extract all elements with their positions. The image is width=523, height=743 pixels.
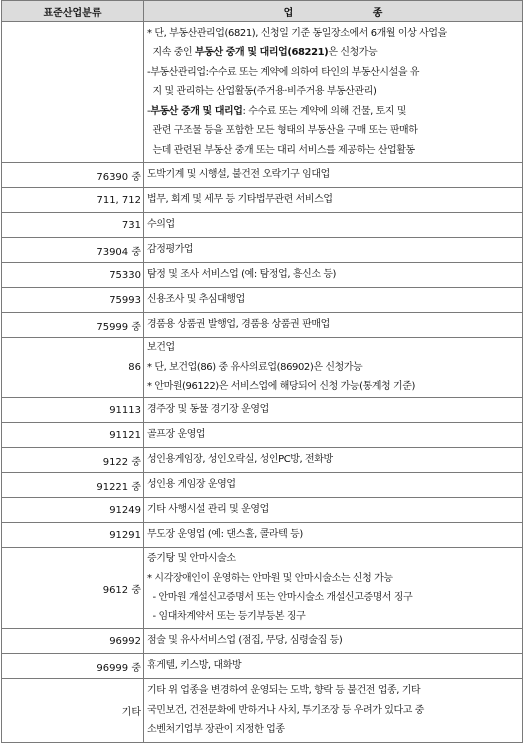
table-row bbox=[2, 398, 523, 423]
description-line bbox=[147, 588, 521, 607]
business-description bbox=[144, 213, 523, 238]
text: -부동산관리업:수수료 또는 계약에 의하여 타인의 부동산시설을 유 bbox=[147, 66, 420, 78]
table-row bbox=[2, 448, 523, 473]
table-row bbox=[2, 338, 523, 398]
description-line bbox=[147, 315, 521, 334]
text: * 단, 보건업(86) 중 유사의료업(86902)은 신청가능 bbox=[147, 361, 363, 373]
description-line bbox=[147, 720, 521, 739]
table-row bbox=[2, 548, 523, 629]
text: - bbox=[147, 105, 151, 117]
text: 은 신청가능 bbox=[328, 47, 378, 59]
business-description bbox=[144, 523, 523, 548]
table-row bbox=[2, 22, 523, 163]
business-description bbox=[144, 338, 523, 398]
text: 골프장 운영업 bbox=[147, 429, 206, 441]
industry-code: 75999 중 bbox=[2, 313, 144, 338]
text: 증기탕 및 안마시술소 bbox=[147, 553, 236, 565]
business-description bbox=[144, 423, 523, 448]
table-row bbox=[2, 473, 523, 498]
header-business: 업 종 bbox=[144, 1, 523, 22]
description-line bbox=[147, 656, 521, 675]
text: 휴게텔, 키스방, 대화방 bbox=[147, 660, 242, 672]
table-body bbox=[2, 22, 523, 743]
description-line bbox=[147, 240, 521, 259]
industry-code: 91291 bbox=[2, 523, 144, 548]
text: 법무, 회계 및 세무 등 기타법무관련 서비스업 bbox=[147, 194, 333, 206]
description-line bbox=[147, 400, 521, 419]
industry-code: 75993 bbox=[2, 288, 144, 313]
description-line bbox=[147, 190, 521, 209]
text: 탐정 및 조사 서비스업 (예: 탐정업, 흥신소 등) bbox=[147, 269, 337, 281]
text: * 시각장애인이 운영하는 안마원 및 안마시술소는 신청 가능 bbox=[147, 572, 393, 584]
industry-code: 9122 중 bbox=[2, 448, 144, 473]
text: 기타 위 업종을 변경하여 운영되는 도박, 향락 등 불건전 업종, 기타 bbox=[147, 685, 421, 697]
industry-code: 73904 중 bbox=[2, 238, 144, 263]
text: 점술 및 유사서비스업 (점집, 무당, 심령술집 등) bbox=[147, 635, 343, 647]
bold-text: 부동산 중개 및 대리업 bbox=[150, 105, 243, 117]
industry-code bbox=[2, 22, 144, 163]
text: 관련 구조물 등을 포함한 모든 형태의 부동산을 구매 또는 판매하 bbox=[147, 125, 418, 137]
text: 신용조사 및 추심대행업 bbox=[147, 294, 245, 306]
table-row bbox=[2, 498, 523, 523]
text: 수의업 bbox=[147, 219, 175, 231]
description-line bbox=[147, 265, 521, 284]
bold-text: 부동산 중개 및 대리업(68221) bbox=[195, 47, 329, 59]
industry-code: 731 bbox=[2, 213, 144, 238]
industry-code: 91221 중 bbox=[2, 473, 144, 498]
description-line bbox=[147, 377, 521, 396]
description-line bbox=[147, 43, 521, 62]
description-line bbox=[147, 358, 521, 377]
description-line bbox=[147, 82, 521, 101]
table-row bbox=[2, 163, 523, 188]
table-header-row bbox=[2, 1, 523, 22]
table-row bbox=[2, 523, 523, 548]
business-description bbox=[144, 238, 523, 263]
description-line bbox=[147, 701, 521, 720]
text: 성인용게임장, 성인오락실, 성인PC방, 전화방 bbox=[147, 454, 333, 466]
industry-code: 기타 bbox=[2, 679, 144, 743]
text: 무도장 운영업 (예: 댄스홀, 콜라텍 등) bbox=[147, 529, 303, 541]
business-description bbox=[144, 473, 523, 498]
table-row bbox=[2, 188, 523, 213]
description-line bbox=[147, 631, 521, 650]
text: 는데 관련된 부동산 중개 또는 대리 서비스를 제공하는 산업활동 bbox=[147, 144, 415, 156]
description-line bbox=[147, 141, 521, 160]
description-line bbox=[147, 338, 521, 357]
business-description bbox=[144, 398, 523, 423]
text: 기타 사행시설 관리 및 운영업 bbox=[147, 504, 269, 516]
description-line bbox=[147, 290, 521, 309]
text: - 안마원 개설신고증명서 또는 안마시술소 개설신고증명서 징구 bbox=[147, 592, 413, 603]
business-description bbox=[144, 448, 523, 473]
description-line bbox=[147, 63, 521, 82]
business-description bbox=[144, 654, 523, 679]
industry-code: 96992 bbox=[2, 629, 144, 654]
industry-code: 91113 bbox=[2, 398, 144, 423]
industry-code: 9612 중 bbox=[2, 548, 144, 629]
business-description bbox=[144, 163, 523, 188]
industry-code: 711, 712 bbox=[2, 188, 144, 213]
table-row bbox=[2, 679, 523, 743]
business-description bbox=[144, 313, 523, 338]
text: * 단, 부동산관리업(6821), 신청일 기준 동일장소에서 6개월 이상 사업을 bbox=[147, 28, 447, 40]
text: 경품용 상품권 발행업, 경품용 상품권 판매업 bbox=[147, 319, 330, 331]
business-description bbox=[144, 22, 523, 163]
description-line bbox=[147, 549, 521, 568]
description-line bbox=[147, 450, 521, 469]
text: 도박기계 및 시행설, 불건전 오락기구 임대업 bbox=[147, 169, 330, 181]
business-description bbox=[144, 188, 523, 213]
text: 감정평가업 bbox=[147, 244, 194, 256]
business-description bbox=[144, 498, 523, 523]
table-row bbox=[2, 263, 523, 288]
text: 지속 중인 bbox=[147, 47, 196, 59]
table-row bbox=[2, 288, 523, 313]
business-description bbox=[144, 679, 523, 743]
text: 경주장 및 동물 경기장 운영업 bbox=[147, 404, 269, 416]
description-line bbox=[147, 500, 521, 519]
description-line bbox=[147, 607, 521, 626]
description-line bbox=[147, 525, 521, 544]
description-line bbox=[147, 681, 521, 700]
description-line bbox=[147, 24, 521, 43]
header-code: 표준산업분류 bbox=[2, 1, 144, 22]
business-description bbox=[144, 548, 523, 629]
business-description bbox=[144, 263, 523, 288]
table-row bbox=[2, 238, 523, 263]
industry-code: 76390 중 bbox=[2, 163, 144, 188]
description-line bbox=[147, 165, 521, 184]
description-line bbox=[147, 475, 521, 494]
industry-code: 96999 중 bbox=[2, 654, 144, 679]
description-line bbox=[147, 102, 521, 121]
table-row bbox=[2, 313, 523, 338]
business-description bbox=[144, 288, 523, 313]
industry-code: 75330 bbox=[2, 263, 144, 288]
description-line bbox=[147, 425, 521, 444]
text: - 임대차계약서 또는 등기부등본 징구 bbox=[147, 611, 306, 623]
table-row bbox=[2, 654, 523, 679]
text: 성인용 게임장 운영업 bbox=[147, 479, 236, 491]
text: 소벤처기업부 장관이 지정한 업종 bbox=[147, 724, 285, 736]
text: : 수수료 또는 계약에 의해 건물, 토지 및 bbox=[242, 105, 407, 117]
business-description bbox=[144, 629, 523, 654]
text: * 안마원(96122)은 서비스업에 해당되어 신청 가능(통계청 기준) bbox=[147, 381, 416, 393]
excluded-industry-table bbox=[1, 0, 523, 743]
description-line bbox=[147, 121, 521, 140]
industry-code: 86 bbox=[2, 338, 144, 398]
table-row bbox=[2, 213, 523, 238]
table-row bbox=[2, 423, 523, 448]
industry-code: 91121 bbox=[2, 423, 144, 448]
description-line bbox=[147, 215, 521, 234]
description-line bbox=[147, 569, 521, 588]
text: 지 및 관리하는 산업활동(주거용·비주거용 부동산관리) bbox=[147, 86, 377, 98]
text: 국민보건, 건전문화에 반하거나 사치, 투기조장 등 우려가 있다고 중 bbox=[147, 704, 424, 716]
text: 보건업 bbox=[147, 342, 175, 354]
industry-code: 91249 bbox=[2, 498, 144, 523]
table-row bbox=[2, 629, 523, 654]
